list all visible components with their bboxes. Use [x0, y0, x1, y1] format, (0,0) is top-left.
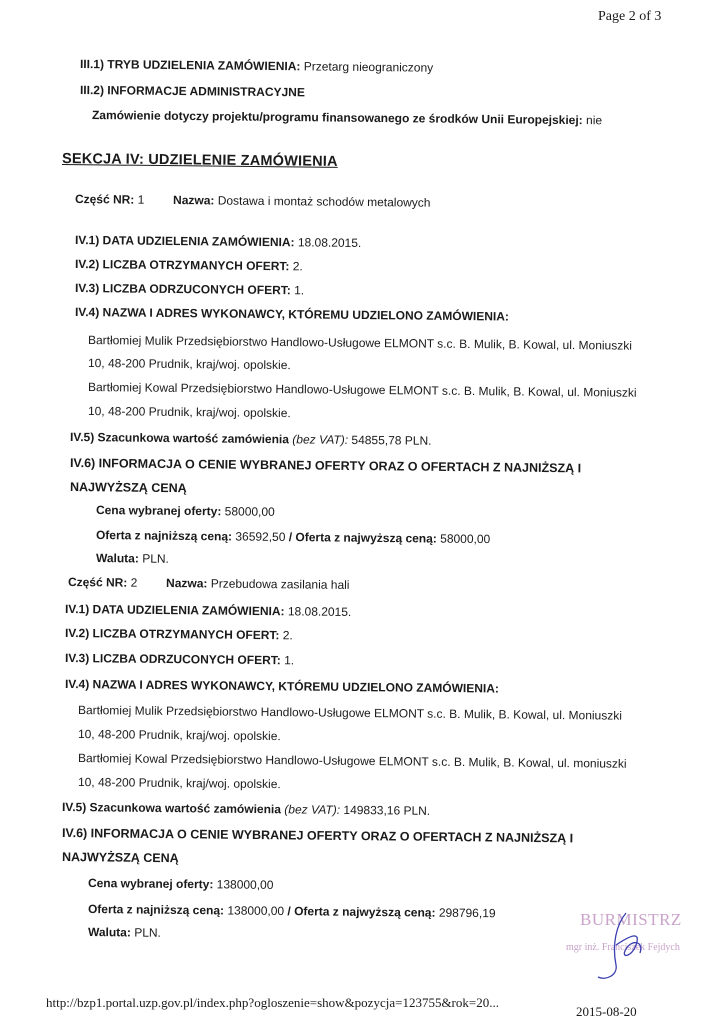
- part-2-chosen-label: Cena wybranej oferty:: [87, 876, 214, 892]
- part-1-est-label: IV.5) Szacunkowa wartość zamówienia: [69, 430, 290, 447]
- part-1-offers-value: 2.: [292, 259, 303, 274]
- part-2-contractor-heading: IV.4) NAZWA I ADRES WYKONAWCY, KTÓREMU UDZIELONO ZAMÓWIENIA:: [64, 677, 500, 696]
- footer-date: 2015-08-20: [576, 1004, 637, 1019]
- part-2-rejected-count: [65, 651, 294, 667]
- part-1-est-note: (bez VAT):: [292, 432, 349, 447]
- mayor-stamp-name: mgr inż. Franciszek Fejdych: [566, 942, 680, 953]
- part-2-currency-value: PLN.: [134, 925, 161, 940]
- part-1-chosen-value: 58000,00: [224, 504, 275, 519]
- part-1-chosen-label: Cena wybranej oferty:: [95, 503, 222, 519]
- part-2-contractor-2-line-1: Bartłomiej Kowal Przedsiębiorstwo Handlowo-Usługowe ELMONT s.c. B. Mulik, B. Kowal, ul. moniuszki: [77, 751, 627, 771]
- footer-url: http://bzp1.portal.uzp.gov.pl/index.php?ogloszenie=show&pozycja=123755&rok=20...: [46, 995, 499, 1010]
- part-2-currency-label: Waluta:: [87, 925, 131, 940]
- part-1-header: [75, 192, 431, 210]
- part-1-award-date-label: IV.1) DATA UDZIELENIA ZAMÓWIENIA:: [74, 233, 295, 250]
- part-2-header: [68, 575, 350, 592]
- part-1-name-value: Dostawa i montaż schodów metalowych: [217, 193, 431, 210]
- part-2-offers-value: 2.: [282, 628, 293, 643]
- part-1-price-heading-2: NAJWYŻSZĄ CENĄ: [69, 480, 187, 496]
- part-2-award-date: [65, 602, 351, 619]
- part-1-number: 1: [137, 192, 145, 207]
- procedure-mode-label: III.1) TRYB UDZIELENIA ZAMÓWIENIA:: [79, 57, 301, 74]
- part-2-currency: [88, 925, 161, 940]
- part-1-name-label: Nazwa:: [172, 193, 215, 208]
- part-1-rejected-value: 1.: [294, 283, 305, 298]
- part-1-label: Część NR:: [74, 192, 135, 207]
- procedure-mode-value: Przetarg nieograniczony: [303, 59, 434, 75]
- part-1-award-date: [75, 233, 361, 250]
- part-2-number: 2: [130, 575, 138, 590]
- part-2-high-value: 298796,19: [438, 905, 496, 921]
- part-1-currency-value: PLN.: [142, 551, 169, 566]
- part-1-currency-label: Waluta:: [95, 551, 139, 566]
- part-2-award-date-label: IV.1) DATA UDZIELENIA ZAMÓWIENIA:: [64, 602, 285, 619]
- part-2-rejected-value: 1.: [284, 653, 295, 668]
- part-2-price-range: [88, 902, 496, 920]
- part-2-low-label: Oferta z najniższą ceną:: [87, 902, 225, 918]
- part-1-contractor-heading: IV.4) NAZWA I ADRES WYKONAWCY, KTÓREMU UDZIELONO ZAMÓWIENIA:: [74, 305, 510, 324]
- part-1-estimated-value: [70, 430, 432, 448]
- part-1-high-value: 58000,00: [440, 531, 491, 547]
- part-1-low-value: 36592,50: [235, 529, 286, 544]
- part-1-rejected-count: [75, 281, 304, 297]
- part-2-estimated-value: [62, 800, 430, 818]
- part-1-rejected-label: IV.3) LICZBA ODRZUCONYCH OFERT:: [74, 281, 291, 298]
- mayor-stamp-title: BURMISTRZ: [580, 910, 682, 929]
- part-1-contractor-1-line-2: 10, 48-200 Prudnik, kraj/woj. opolskie.: [87, 356, 291, 373]
- part-2-low-value: 138000,00: [227, 903, 285, 919]
- part-2-est-note: (bez VAT):: [284, 802, 341, 817]
- signature-icon: [586, 905, 666, 985]
- part-2-label: Część NR:: [67, 575, 128, 590]
- procedure-mode-row: [80, 57, 433, 75]
- eu-funding-label: Zamówienie dotyczy projektu/programu finansowanego ze środków Unii Europejskiej:: [91, 108, 583, 128]
- admin-info-heading: III.2) INFORMACJE ADMINISTRACYJNE: [79, 83, 305, 100]
- part-2-award-date-value: 18.08.2015.: [287, 604, 352, 619]
- part-1-contractor-2-line-1: Bartłomiej Kowal Przedsiębiorstwo Handlowo-Usługowe ELMONT s.c. B. Mulik, B. Kowal, ul. Moniuszki: [87, 380, 637, 400]
- section-iv-title: SEKCJA IV: UDZIELENIE ZAMÓWIENIA: [61, 151, 338, 170]
- part-2-rejected-label: IV.3) LICZBA ODRZUCONYCH OFERT:: [64, 651, 281, 668]
- part-2-high-label: / Oferta z najwyższą ceną:: [287, 904, 436, 920]
- part-2-contractor-1-line-2: 10, 48-200 Prudnik, kraj/woj. opolskie.: [77, 727, 281, 744]
- part-1-currency: [96, 551, 169, 566]
- part-1-price-range: [96, 528, 490, 546]
- part-2-price-heading-2: NAJWYŻSZĄ CENĄ: [61, 850, 179, 866]
- part-1-low-label: Oferta z najniższą ceną:: [95, 528, 233, 544]
- part-2-offers-label: IV.2) LICZBA OTRZYMANYCH OFERT:: [64, 626, 280, 643]
- part-2-est-label: IV.5) Szacunkowa wartość zamówienia: [61, 800, 282, 817]
- part-1-offers-count: [75, 257, 303, 273]
- part-2-contractor-1-line-1: Bartłomiej Mulik Przedsiębiorstwo Handlowo-Usługowe ELMONT s.c. B. Mulik, B. Kowal, ul. Moniuszki: [77, 703, 623, 723]
- part-2-contractor-2-line-2: 10, 48-200 Prudnik, kraj/woj. opolskie.: [77, 775, 281, 792]
- eu-funding-row: [92, 108, 602, 127]
- part-1-high-label: / Oferta z najwyższą ceną:: [288, 530, 437, 546]
- part-2-name-value: Przebudowa zasilania hali: [210, 576, 350, 592]
- eu-funding-value: nie: [586, 113, 603, 128]
- part-1-price-heading-1: IV.6) INFORMACJA O CENIE WYBRANEJ OFERTY ORAZ O OFERTACH Z NAJNIŻSZĄ I: [69, 456, 582, 476]
- part-1-award-date-value: 18.08.2015.: [297, 235, 362, 250]
- part-1-chosen-price: [96, 503, 275, 519]
- part-2-name-label: Nazwa:: [165, 576, 208, 591]
- part-1-contractor-2-line-2: 10, 48-200 Prudnik, kraj/woj. opolskie.: [87, 404, 291, 421]
- part-2-chosen-value: 138000,00: [216, 877, 274, 892]
- part-2-offers-count: [65, 626, 293, 642]
- part-1-offers-label: IV.2) LICZBA OTRZYMANYCH OFERT:: [74, 257, 290, 274]
- part-2-est-value: 149833,16 PLN.: [343, 802, 431, 818]
- part-1-contractor-1-line-1: Bartłomiej Mulik Przedsiębiorstwo Handlowo-Usługowe ELMONT s.c. B. Mulik, B. Kowal, ul. Moniuszki: [87, 333, 633, 353]
- part-2-chosen-price: [88, 876, 274, 892]
- page-number: Page 2 of 3: [598, 9, 662, 24]
- part-1-est-value: 54855,78 PLN.: [351, 432, 432, 448]
- part-2-price-heading-1: IV.6) INFORMACJA O CENIE WYBRANEJ OFERTY ORAZ O OFERTACH Z NAJNIŻSZĄ I: [61, 826, 574, 846]
